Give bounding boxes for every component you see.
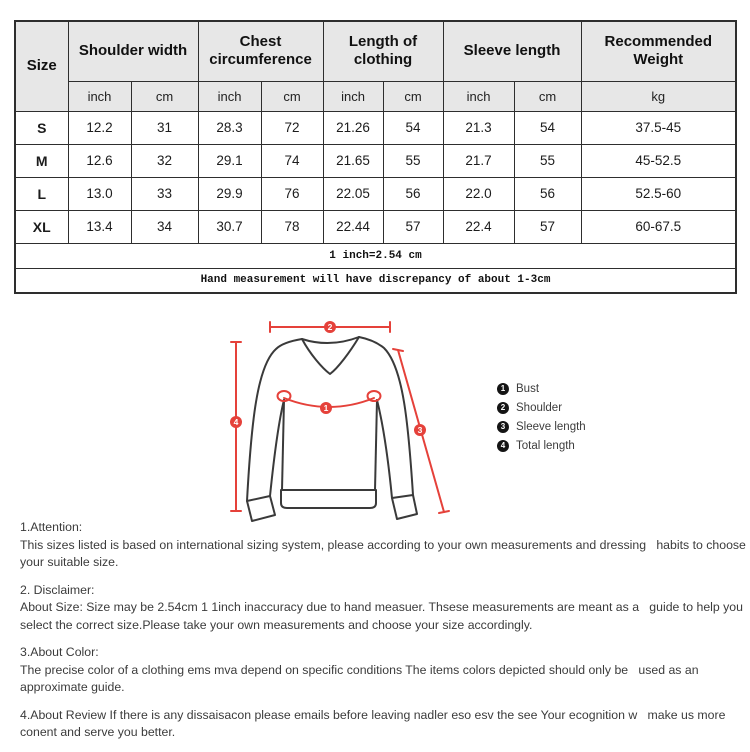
unit-header-cell: cm	[261, 81, 323, 111]
value-cell: 78	[261, 210, 323, 243]
value-cell: 12.6	[68, 144, 131, 177]
value-cell: 74	[261, 144, 323, 177]
value-cell: 56	[383, 177, 443, 210]
unit-header-cell: cm	[514, 81, 581, 111]
size-cell: S	[15, 111, 68, 144]
table-row	[15, 210, 736, 243]
table-row	[15, 144, 736, 177]
column-header-chest-circumference: Chest circumference	[198, 21, 323, 81]
section-line: This sizes listed is based on international sizing system, please according to your own measurements and dressing habits to choose	[20, 537, 746, 552]
value-cell: 54	[514, 111, 581, 144]
legend-label: Shoulder	[516, 401, 563, 414]
unit-header-cell: inch	[323, 81, 383, 111]
table-note-row	[15, 243, 736, 268]
sweater-outline	[247, 337, 417, 521]
value-cell: 57	[514, 210, 581, 243]
value-cell: 45-52.5	[581, 144, 736, 177]
column-header-size: Size	[15, 21, 68, 111]
section-line: select the correct size.Please take your own measurements and choose your size accordingly.	[20, 617, 533, 632]
unit-header-cell: inch	[68, 81, 131, 111]
size-cell: XL	[15, 210, 68, 243]
value-cell: 29.1	[198, 144, 261, 177]
value-cell: 52.5-60	[581, 177, 736, 210]
value-cell: 37.5-45	[581, 111, 736, 144]
unit-header-cell: inch	[443, 81, 514, 111]
marker-shoulder-number: 2	[327, 322, 333, 332]
legend-item	[497, 417, 586, 436]
table-note: Hand measurement will have discrepancy of about 1-3cm	[15, 268, 736, 293]
column-header-shoulder-width: Shoulder width	[68, 21, 198, 81]
marker-sleeve-number: 3	[417, 425, 423, 435]
value-cell: 13.0	[68, 177, 131, 210]
value-cell: 31	[131, 111, 198, 144]
legend-number-badge: 1	[497, 383, 509, 395]
value-cell: 55	[514, 144, 581, 177]
section-heading: 3.About Color:	[20, 645, 99, 659]
units-header-row	[15, 81, 736, 111]
section-line: About Size: Size may be 2.54cm 1 1inch inaccuracy due to hand measuer. Thsese measurements are meant as a guide to help you	[20, 600, 743, 614]
value-cell: 30.7	[198, 210, 261, 243]
legend-number-badge: 2	[497, 402, 509, 414]
value-cell: 34	[131, 210, 198, 243]
marker-total-length-number: 4	[233, 417, 239, 427]
column-header-recommended-weight: Recommended Weight	[581, 21, 736, 81]
value-cell: 21.7	[443, 144, 514, 177]
value-cell: 76	[261, 177, 323, 210]
value-cell: 60-67.5	[581, 210, 736, 243]
section-heading: 2. Disclaimer:	[20, 582, 95, 597]
legend-number-badge: 3	[497, 421, 509, 433]
section-line: The precise color of a clothing ems mva depend on specific conditions The items colors depicted should only be used as an	[20, 662, 699, 677]
unit-header-cell: cm	[383, 81, 443, 111]
section-line: 4.About Review If there is any dissaisacon please emails before leaving nadler eso esv the see Your ecognition w make us more	[20, 707, 726, 722]
legend-label: Sleeve length	[516, 420, 586, 433]
measurement-markers	[230, 321, 426, 436]
table-note-row	[15, 268, 736, 293]
table-note: 1 inch=2.54 cm	[15, 243, 736, 268]
section-line: your suitable size.	[20, 555, 119, 569]
value-cell: 29.9	[198, 177, 261, 210]
legend-label: Total length	[516, 439, 575, 452]
text-section	[20, 582, 742, 635]
column-header-sleeve-length: Sleeve length	[443, 21, 581, 81]
value-cell: 72	[261, 111, 323, 144]
value-cell: 21.65	[323, 144, 383, 177]
value-cell: 54	[383, 111, 443, 144]
measurement-lines	[231, 322, 449, 513]
value-cell: 56	[514, 177, 581, 210]
sweater-measurement-diagram	[222, 312, 472, 537]
unit-header-cell: cm	[131, 81, 198, 111]
value-cell: 13.4	[68, 210, 131, 243]
value-cell: 22.4	[443, 210, 514, 243]
legend-item	[497, 379, 586, 398]
value-cell: 33	[131, 177, 198, 210]
size-table	[14, 20, 737, 294]
value-cell: 22.0	[443, 177, 514, 210]
value-cell: 57	[383, 210, 443, 243]
section-heading: 1.Attention:	[20, 520, 83, 534]
marker-bust-number: 1	[323, 403, 329, 413]
unit-header-cell: inch	[198, 81, 261, 111]
legend-item	[497, 398, 586, 417]
unit-header-cell: kg	[581, 81, 736, 111]
legend-number-badge: 4	[497, 440, 509, 452]
value-cell: 28.3	[198, 111, 261, 144]
value-cell: 21.3	[443, 111, 514, 144]
size-cell: M	[15, 144, 68, 177]
size-cell: L	[15, 177, 68, 210]
value-cell: 22.44	[323, 210, 383, 243]
text-section	[20, 519, 746, 572]
table-row	[15, 177, 736, 210]
value-cell: 21.26	[323, 111, 383, 144]
value-cell: 55	[383, 144, 443, 177]
text-section	[20, 707, 742, 742]
legend-item	[497, 436, 586, 455]
legend-label: Bust	[516, 382, 540, 395]
value-cell: 22.05	[323, 177, 383, 210]
measurement-legend	[497, 379, 586, 455]
size-chart	[14, 20, 737, 294]
column-header-length-of-clothing: Length of clothing	[323, 21, 443, 81]
value-cell: 12.2	[68, 111, 131, 144]
value-cell: 32	[131, 144, 198, 177]
section-line: approximate guide.	[20, 680, 125, 694]
notes-text	[20, 519, 746, 752]
table-row	[15, 111, 736, 144]
section-line: conent and serve you better.	[20, 725, 176, 739]
text-section	[20, 644, 742, 697]
